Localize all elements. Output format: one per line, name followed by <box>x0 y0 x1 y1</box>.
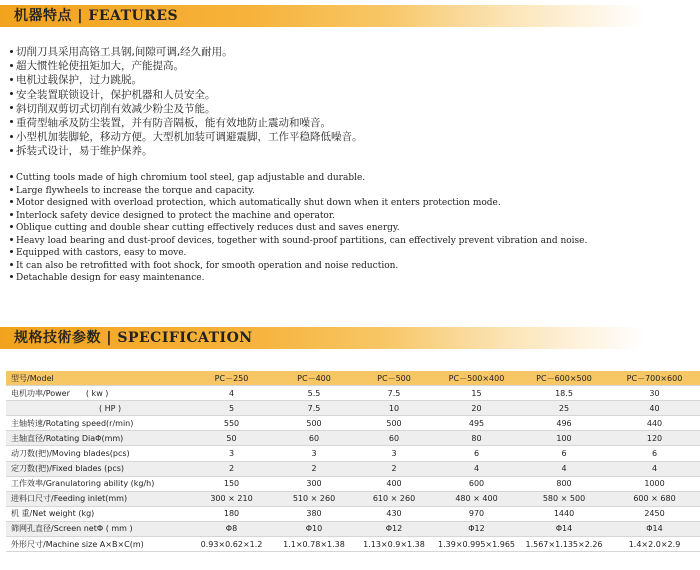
row-label: 工作效率/Granulatoring ability (kg/h) <box>11 479 155 489</box>
value-cell: 7.5 <box>274 401 354 416</box>
value-cell: 60 <box>354 431 434 446</box>
feature-item <box>10 102 363 116</box>
value-cell: 80 <box>434 431 519 446</box>
row-label-cell <box>6 521 189 536</box>
feature-text: 拆装式设计，易于维护保养。 <box>16 145 153 158</box>
value-cell: 40 <box>609 401 700 416</box>
specification-table <box>6 371 700 552</box>
value-cell: 180 <box>189 506 274 521</box>
value-cell: 1.39×0.995×1.965 <box>434 537 519 552</box>
row-label-cell <box>6 506 189 521</box>
feature-text: 小型机加装脚轮，移动方便。大型机加装可调避震脚，工作平稳降低噪音。 <box>16 131 363 144</box>
value-cell: 496 <box>519 416 609 431</box>
value-cell: 5.5 <box>274 386 354 401</box>
feature-text: Equipped with castors, easy to move. <box>16 248 187 258</box>
bullet-icon <box>10 64 13 67</box>
feature-item <box>10 130 363 144</box>
value-cell: 550 <box>189 416 274 431</box>
model-name-cell: PC－700×600 <box>609 371 700 386</box>
bullet-icon <box>10 200 13 203</box>
value-cell: 2 <box>354 461 434 476</box>
row-label-cell <box>6 386 189 401</box>
value-cell: 10 <box>354 401 434 416</box>
table-row <box>6 491 700 506</box>
value-cell: 300 × 210 <box>189 491 274 506</box>
value-cell: 4 <box>609 461 700 476</box>
row-label-cell <box>6 537 189 552</box>
value-cell: 400 <box>354 476 434 491</box>
table-row <box>6 446 700 461</box>
value-cell: 6 <box>609 446 700 461</box>
feature-item <box>10 116 363 130</box>
feature-item <box>10 144 363 158</box>
value-cell: 4 <box>519 461 609 476</box>
bullet-icon <box>10 263 13 266</box>
model-name-cell: PC－400 <box>274 371 354 386</box>
model-name-cell: PC－600×500 <box>519 371 609 386</box>
row-label-cell <box>6 446 189 461</box>
model-name-cell: PC－500×400 <box>434 371 519 386</box>
bullet-icon <box>10 50 13 53</box>
feature-item <box>10 272 587 285</box>
value-cell: 1000 <box>609 476 700 491</box>
value-cell: 800 <box>519 476 609 491</box>
value-cell: 1.4×2.0×2.9 <box>609 537 700 552</box>
feature-item <box>10 172 587 185</box>
value-cell: Φ12 <box>434 521 519 536</box>
row-label: 筛网孔直径/Screen netΦ ( mm ) <box>11 524 133 534</box>
specification-title <box>14 327 253 349</box>
value-cell: 600 <box>434 476 519 491</box>
feature-text: 切削刀具采用高铬工具钢,间隙可调,经久耐用。 <box>16 46 233 58</box>
row-label-cell <box>6 476 189 491</box>
row-label-cell <box>6 431 189 446</box>
features-title-sep: | <box>77 8 83 24</box>
features-title <box>14 5 178 27</box>
row-label: 外形尺寸/Machine size A×B×C(m) <box>11 539 144 549</box>
value-cell: 480 × 400 <box>434 491 519 506</box>
value-cell: 150 <box>189 476 274 491</box>
value-cell: 2 <box>189 461 274 476</box>
features-banner <box>0 5 700 27</box>
row-label: 定刀数(把)/Fixed blades (pcs) <box>11 464 125 474</box>
bullet-icon <box>10 135 13 138</box>
value-cell: 495 <box>434 416 519 431</box>
value-cell: 300 <box>274 476 354 491</box>
features-list-en <box>10 172 587 285</box>
value-cell: 440 <box>609 416 700 431</box>
value-cell: 15 <box>434 386 519 401</box>
feature-text: Oblique cutting and double shear cutting effectively reduces dust and saves energy. <box>16 223 400 233</box>
feature-item <box>10 185 587 198</box>
value-cell: 3 <box>189 446 274 461</box>
feature-text: Motor designed with overload protection, which automatically shut down when it enters protection mode. <box>16 198 501 208</box>
row-label: 主轴转速/Rotating speed(r/min) <box>11 418 134 428</box>
specification-banner <box>0 327 700 349</box>
value-cell: 580 × 500 <box>519 491 609 506</box>
feature-text: Detachable design for easy maintenance. <box>16 273 205 283</box>
value-cell: 380 <box>274 506 354 521</box>
value-cell: Φ14 <box>519 521 609 536</box>
feature-item <box>10 88 363 102</box>
value-cell: 18.5 <box>519 386 609 401</box>
bullet-icon <box>10 225 13 228</box>
bullet-icon <box>10 275 13 278</box>
value-cell: 25 <box>519 401 609 416</box>
bullet-icon <box>10 120 13 123</box>
feature-text: It can also be retrofitted with foot shock, for smooth operation and noise reduction. <box>16 260 399 271</box>
value-cell: 3 <box>354 446 434 461</box>
value-cell: Φ8 <box>189 521 274 536</box>
bullet-icon <box>10 92 13 95</box>
value-cell: 7.5 <box>354 386 434 401</box>
value-cell: 4 <box>189 386 274 401</box>
model-name-cell: PC－500 <box>354 371 434 386</box>
bullet-icon <box>10 188 13 191</box>
value-cell: 600 × 680 <box>609 491 700 506</box>
feature-text: 电机过载保护，过力跳脱。 <box>16 74 142 87</box>
table-row <box>6 386 700 401</box>
row-label: 电机功率/Power <box>11 388 70 398</box>
feature-item <box>10 260 587 273</box>
value-cell: 120 <box>609 431 700 446</box>
bullet-icon <box>10 175 13 178</box>
value-cell: Φ14 <box>609 521 700 536</box>
features-title-cn: 机器特点 <box>14 8 72 24</box>
row-label-cell <box>6 416 189 431</box>
row-unit: ( kw ) <box>85 388 109 398</box>
value-cell: 60 <box>274 431 354 446</box>
table-row <box>6 476 700 491</box>
value-cell: 510 × 260 <box>274 491 354 506</box>
table-row <box>6 521 700 536</box>
feature-item <box>10 235 587 248</box>
value-cell: 1.13×0.9×1.38 <box>354 537 434 552</box>
value-cell: 20 <box>434 401 519 416</box>
feature-text: 安全装置联锁设计，保护机器和人员安全。 <box>16 88 216 101</box>
specification-title-sep: | <box>106 330 112 346</box>
value-cell: 1.1×0.78×1.38 <box>274 537 354 552</box>
table-row <box>6 537 700 552</box>
feature-item <box>10 73 363 87</box>
bullet-icon <box>10 213 13 216</box>
row-label-cell <box>6 401 189 416</box>
value-cell: 6 <box>519 446 609 461</box>
value-cell: Φ10 <box>274 521 354 536</box>
bullet-icon <box>10 78 13 81</box>
feature-text: 斜切削双剪切式切削有效减少粉尘及节能。 <box>16 102 216 115</box>
bullet-icon <box>10 238 13 241</box>
table-header-row <box>6 371 700 386</box>
value-cell: 430 <box>354 506 434 521</box>
feature-text: 重荷型轴承及防尘装置，并有防音隔板，能有效地防止震动和噪音。 <box>16 116 331 129</box>
value-cell: Φ12 <box>354 521 434 536</box>
bullet-icon <box>10 106 13 109</box>
value-cell: 610 × 260 <box>354 491 434 506</box>
features-list-cn <box>10 45 363 159</box>
bullet-icon <box>10 250 13 253</box>
feature-item <box>10 45 363 59</box>
feature-item <box>10 247 587 260</box>
value-cell: 3 <box>274 446 354 461</box>
value-cell: 1.567×1.135×2.26 <box>519 537 609 552</box>
value-cell: 50 <box>189 431 274 446</box>
value-cell: 970 <box>434 506 519 521</box>
value-cell: 500 <box>274 416 354 431</box>
row-label: 机 重/Net weight (kg) <box>11 509 95 519</box>
value-cell: 500 <box>354 416 434 431</box>
value-cell: 30 <box>609 386 700 401</box>
table-row <box>6 461 700 476</box>
table-row <box>6 416 700 431</box>
value-cell: 2 <box>274 461 354 476</box>
table-row <box>6 401 700 416</box>
feature-item <box>10 59 363 73</box>
feature-text: Cutting tools made of high chromium tool steel, gap adjustable and durable. <box>16 173 366 183</box>
table-row <box>6 506 700 521</box>
model-name-cell: PC－250 <box>189 371 274 386</box>
model-header-cell: 型号/Model <box>6 371 189 386</box>
feature-text: Heavy load bearing and dust-proof devices, together with sound-proof partitions, can effectively prevent vibration and noise. <box>16 235 588 246</box>
row-label: 主轴直径/Rotating DiaΦ(mm) <box>11 433 124 443</box>
feature-item <box>10 222 587 235</box>
feature-item <box>10 197 587 210</box>
row-unit: ( HP ) <box>99 403 122 413</box>
row-label-cell <box>6 461 189 476</box>
feature-text: 超大惯性轮使扭矩加大，产能提高。 <box>16 60 184 73</box>
row-label: 动刀数(把)/Moving blades(pcs) <box>11 449 130 459</box>
value-cell: 100 <box>519 431 609 446</box>
feature-text: Large flywheels to increase the torque and capacity. <box>16 185 255 196</box>
row-label: 进料口尺寸/Feeding inlet(mm) <box>11 494 128 504</box>
value-cell: 6 <box>434 446 519 461</box>
specification-title-cn: 规格技術参数 <box>14 330 101 346</box>
specification-title-en: SPECIFICATION <box>117 330 253 346</box>
table-row <box>6 431 700 446</box>
value-cell: 2450 <box>609 506 700 521</box>
feature-text: Interlock safety device designed to protect the machine and operator. <box>16 210 336 221</box>
feature-item <box>10 210 587 223</box>
features-title-en: FEATURES <box>88 8 179 24</box>
value-cell: 4 <box>434 461 519 476</box>
value-cell: 1440 <box>519 506 609 521</box>
bullet-icon <box>10 149 13 152</box>
row-label-cell <box>6 491 189 506</box>
value-cell: 0.93×0.62×1.2 <box>189 537 274 552</box>
value-cell: 5 <box>189 401 274 416</box>
